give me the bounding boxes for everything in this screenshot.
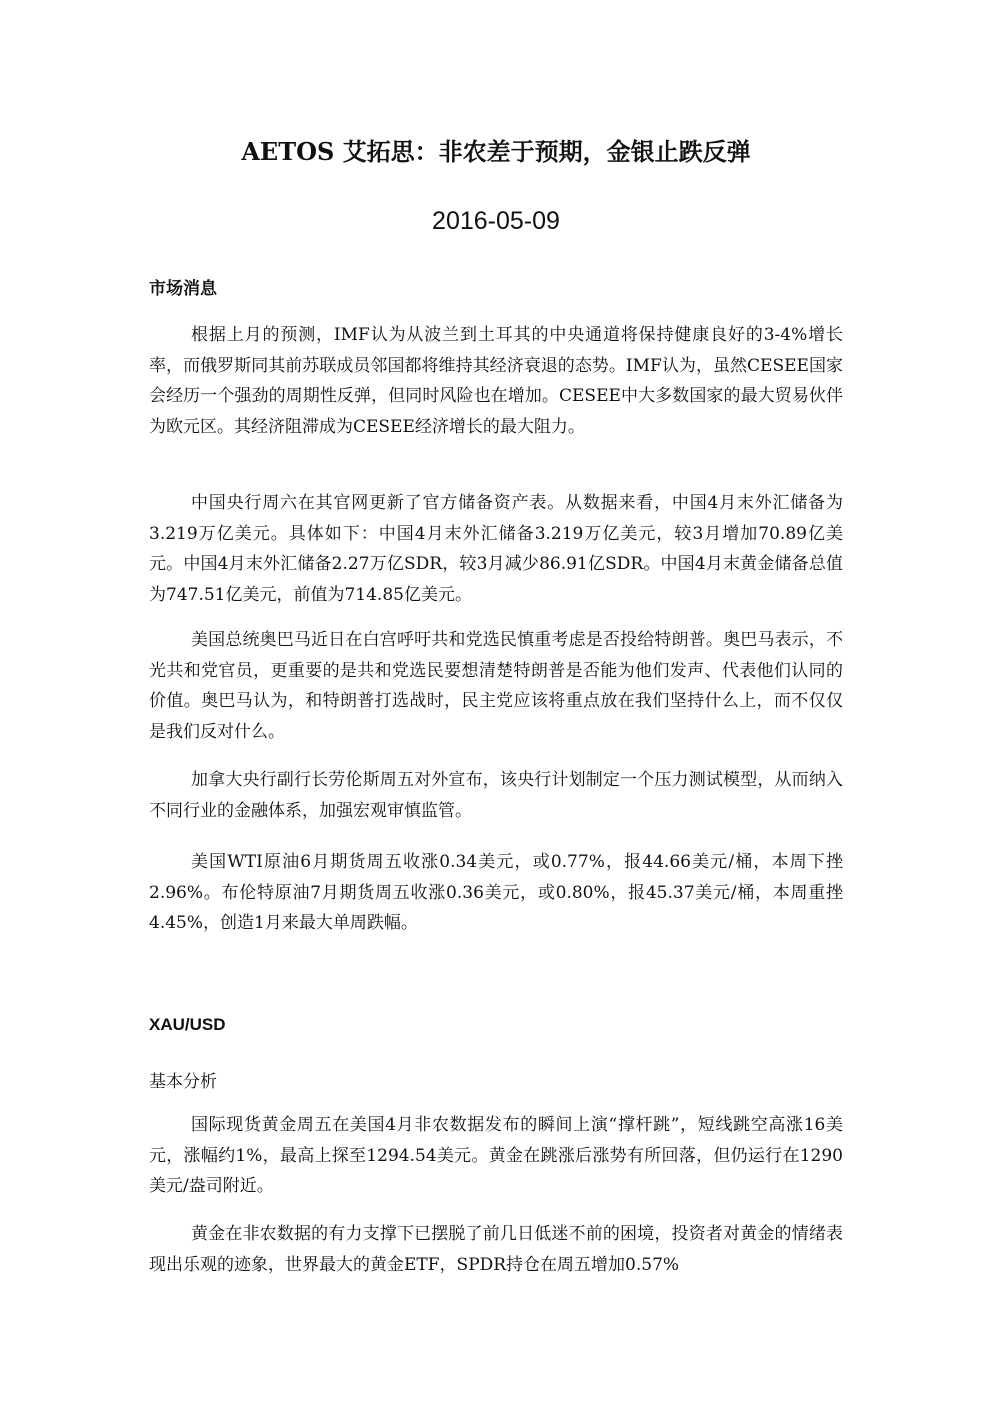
section-subheading-fundamental-analysis: 基本分析 — [149, 1072, 217, 1092]
paragraph: 中国央行周六在其官网更新了官方储备资产表。从数据来看，中国4月末外汇储备为3.219万亿美元。具体如下：中国4月末外汇储备3.219万亿美元，较3月增加70.89亿美元。中国4月末外汇储备2.27万亿SDR，较3月减少86.91亿SDR。中国4月末黄金储备总值为747.51亿美元，前值为714.85亿美元。 — [149, 493, 843, 605]
section-heading-market-news: 市场消息 — [149, 279, 217, 299]
paragraph: 美国WTI原油6月期货周五收涨0.34美元，或0.77%，报44.66美元/桶，本周下挫2.96%。布伦特原油7月期货周五收涨0.36美元，或0.80%，报45.37美元/桶，本周重挫4.45%，创造1月来最大单周跌幅。 — [149, 852, 843, 933]
paragraph: 黄金在非农数据的有力支撑下已摆脱了前几日低迷不前的困境，投资者对黄金的情绪表现出乐观的迹象，世界最大的黄金ETF，SPDR持仓在周五增加0.57% — [149, 1224, 843, 1275]
paragraph: 美国总统奥巴马近日在白宫呼吁共和党选民慎重考虑是否投给特朗普。奥巴马表示，不光共和党官员，更重要的是共和党选民要想清楚特朗普是否能为他们发声、代表他们认同的价值。奥巴马认为，和特朗普打选战时，民主党应该将重点放在我们坚持什么上，而不仅仅是我们反对什么。 — [149, 630, 843, 742]
paragraph: 加拿大央行副行长劳伦斯周五对外宣布，该央行计划制定一个压力测试模型，从而纳入不同行业的金融体系，加强宏观审慎监管。 — [149, 770, 843, 821]
paragraph: 国际现货黄金周五在美国4月非农数据发布的瞬间上演“撑杆跳”，短线跳空高涨16美元，涨幅约1%，最高上探至1294.54美元。黄金在跳涨后涨势有所回落，但仍运行在1290美元/盎司附近。 — [149, 1115, 843, 1196]
section-heading-xau-usd: XAU/USD — [149, 1015, 226, 1034]
document-date: 2016-05-09 — [432, 207, 560, 235]
paragraph: 根据上月的预测，IMF认为从波兰到土耳其的中央通道将保持健康良好的3-4%增长率，而俄罗斯同其前苏联成员邻国都将维持其经济衰退的态势。IMF认为，虽然CESEE国家会经历一个强劲的周期性反弹，但同时风险也在增加。CESEE中大多数国家的最大贸易伙伴为欧元区。其经济阻滞成为CESEE经济增长的最大阻力。 — [149, 325, 843, 437]
document-title: AETOS 艾拓思：非农差于预期，金银止跌反弹 — [241, 137, 751, 166]
